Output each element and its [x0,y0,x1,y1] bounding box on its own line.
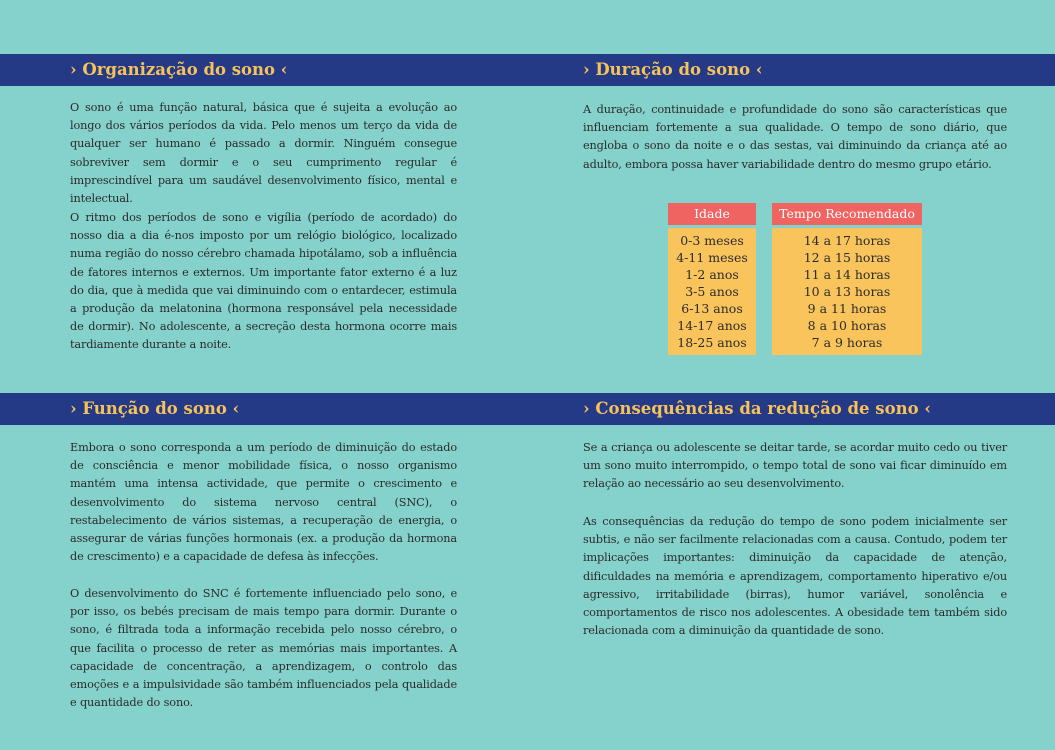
table-cell-tempo: 11 a 14 horas [803,267,891,282]
consequencias-paragraph-1: Se a criança ou adolescente se deitar tarde, se acordar muito cedo ou tiver um sono muito interrompido, o tempo total de sono vai ficar diminuído em relação ao necessário ao seu desenvolvimento. [583,441,1007,491]
funcao-paragraph-1: Embora o sono corresponda a um período de diminuição do estado de consciência e menor mobilidade física, o nosso organismo mantém uma intensa actividade, que permite o crescimento e desenvolvimento do sistema nervoso central (SNC), o restabelecimento de vários sistemas, a recuperação de energia, o assegurar de várias funções hormonais (ex. a produção da hormona de crescimento) e a capacidade de defesa às infecções. [70,441,457,564]
consequencias-paragraph-2: As consequências da redução do tempo de sono podem inicialmente ser subtis, e não ser facilmente relacionadas com a causa. Contudo, podem ter implicações importantes: diminuição da capacidade de atenção, dificuldades na memória e aprendizagem, comportamento hiperativo e/ou agressivo, irritabilidade (birras), humor variável, sonolência e comportamentos de risco nos adolescentes. A obesidade tem também sido relacionada com a diminuição da quantidade de sono. [583,515,1007,638]
table-cell-tempo: 10 a 13 horas [803,284,891,299]
organizacao-paragraph-1: O sono é uma função natural, básica que é sujeita a evolução ao longo dos vários períodos da vida. Pelo menos um terço da vida de qualquer ser humano é passado a dormir. Ninguém consegue sobreviver sem dormir e o seu cumprimento regular é imprescindível para um saudável desenvolvimento físico, mental e intelectual. [70,101,457,206]
heading-funcao-do-sono: › Função do sono ‹ [70,399,240,418]
heading-duracao-do-sono: › Duração do sono ‹ [583,60,763,79]
table-cell-idade: 14-17 anos [677,318,747,333]
table-column-idade [668,228,756,355]
table-cell-tempo: 8 a 10 horas [807,318,887,333]
table-cell-idade: 4-11 meses [676,250,748,265]
table-cell-tempo: 7 a 9 horas [811,335,883,350]
organizacao-paragraph-2: O ritmo dos períodos de sono e vigília (período de acordado) do nosso dia a dia é-nos imposto por um relógio biológico, localizado numa região do nosso cérebro chamada hipotálamo, sob a influência de fatores internos e externos. Um importante fator externo é a luz do dia, que à medida que vai diminuindo com o entardecer, estimula a produção da melatonina (hormona responsável pela necessidade de dormir). No adolescente, a secreção desta hormona ocorre mais tardiamente durante a noite. [70,211,457,352]
table-cell-tempo: 12 a 15 horas [803,250,891,265]
heading-consequencias-reducao-sono: › Consequências da redução de sono ‹ [583,399,931,418]
table-header-idade: Idade [668,203,756,225]
table-cell-tempo: 9 a 11 horas [807,301,887,316]
table-column-tempo-recomendado [772,228,922,355]
heading-organizacao-do-sono: › Organização do sono ‹ [70,60,288,79]
table-cell-idade: 0-3 meses [680,233,744,248]
funcao-paragraph-2: O desenvolvimento do SNC é fortemente influenciado pelo sono, e por isso, os bebés precisam de mais tempo para dormir. Durante o sono, é filtrada toda a informação recebida pelo nosso cérebro, o que facilita o processo de reter as memórias mais importantes. A capacidade de concentração, a aprendizagem, o controlo das emoções e a impulsividade são também influenciados pela qualidade e quantidade do sono. [70,587,457,710]
table-cell-idade: 1-2 anos [685,267,739,282]
duracao-paragraph-1: A duração, continuidade e profundidade do sono são características que influenciam fortemente a sua qualidade. O tempo de sono diário, que engloba o sono da noite e o das sestas, vai diminuindo da criança até ao adulto, embora possa haver variabilidade dentro do mesmo grupo etário. [583,103,1007,171]
table-header-tempo-recomendado: Tempo Recomendado [772,203,922,225]
table-cell-tempo: 14 a 17 horas [803,233,891,248]
table-cell-idade: 6-13 anos [681,301,743,316]
table-cell-idade: 3-5 anos [685,284,739,299]
table-cell-idade: 18-25 anos [677,335,747,350]
